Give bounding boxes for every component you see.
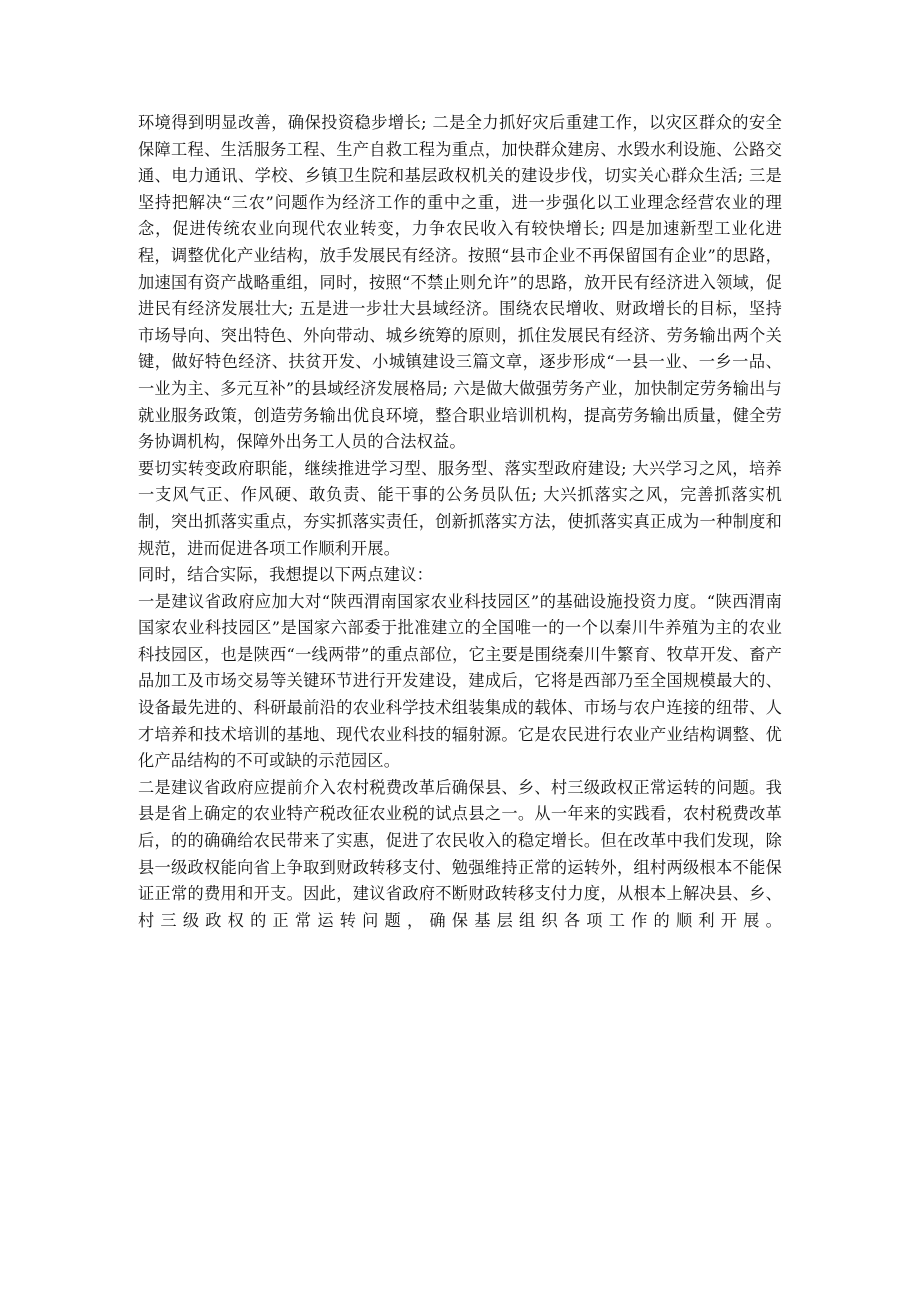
- paragraph-suggestion-one: 一是建议省政府应加大对“陕西渭南国家农业科技园区”的基础设施投资力度。“陕西渭南国家农业科技园区”是国家六部委于批准建立的全国唯一的一个以秦川牛养殖为主的农业科技园区，也是陕西“一线两带”的重点部位，它主要是围绕秦川牛繁育、牧草开发、畜产品加工及市场交易等关键环节进行开发建设，建成后，它将是西部乃至全国规模最大的、设备最先进的、科研最前沿的农业科学技术组装集成的载体、市场与农户连接的纽带、人才培养和技术培训的基地、现代农业科技的辐射源。它是农民进行农业产业结构调整、优化产品结构的不可或缺的示范园区。: [138, 591, 782, 771]
- paragraph-suggestions-intro: 同时，结合实际，我想提以下两点建议：: [138, 565, 433, 585]
- paragraph-government-functions: 要切实转变政府职能，继续推进学习型、服务型、落实型政府建设; 大兴学习之风，培养一支风气正、作风硬、敢负责、能干事的公务员队伍; 大兴抓落实之风，完善抓落实机制，突出抓落实重点，夯实抓落实责任，创新抓落实方法，使抓落实真正成为一种制度和规范，进而促进各项工作顺利开展。: [138, 458, 782, 558]
- paragraph-suggestion-two: 二是建议省政府应提前介入农村税费改革后确保县、乡、村三级政权正常运转的问题。我县是省上确定的农业特产税改征农业税的试点县之一。从一年来的实践看，农村税费改革后，的的确确给农民带来了实惠，促进了农民收入的稳定增长。但在改革中我们发现，除县一级政权能向省上争取到财政转移支付、勉强维持正常的运转外，组村两级根本不能保证正常的费用和开支。因此，建议省政府不断财政转移支付力度，从根本上解决县、乡、村三级政权的正常运转问题，确保基层组织各项工作的顺利开展。: [138, 777, 782, 930]
- paragraph-development-tasks: 环境得到明显改善，确保投资稳步增长; 二是全力抓好灾后重建工作，以灾区群众的安全保障工程、生活服务工程、生产自救工程为重点，加快群众建房、水毁水利设施、公路交通、电力通讯、学校、乡镇卫生院和基层政权机关的建设步伐，切实关心群众生活; 三是坚持把解决“三农”问题作为经济工作的重中之重，进一步强化以工业理念经营农业的理念，促进传统农业向现代农业转变，力争农民收入有较快增长; 四是加速新型工业化进程，调整优化产业结构，放手发展民有经济。按照“县市企业不再保留国有企业”的思路，加速国有资产战略重组，同时，按照“不禁止则允许”的思路，放开民有经济进入领域，促进民有经济发展壮大; 五是进一步壮大县域经济。围绕农民增收、财政增长的目标，坚持市场导向、突出特色、外向带动、城乡统筹的原则，抓住发展民有经济、劳务输出两个关键，做好特色经济、扶贫开发、小城镇建设三篇文章，逐步形成“一县一业、一乡一品、一业为主、多元互补”的县域经济发展格局; 六是做大做强劳务产业，加快制定劳务输出与就业服务政策，创造劳务输出优良环境，整合职业培训机构，提高劳务输出质量，健全劳务协调机构，保障外出务工人员的合法权益。: [138, 113, 782, 452]
- document-body: [138, 110, 782, 934]
